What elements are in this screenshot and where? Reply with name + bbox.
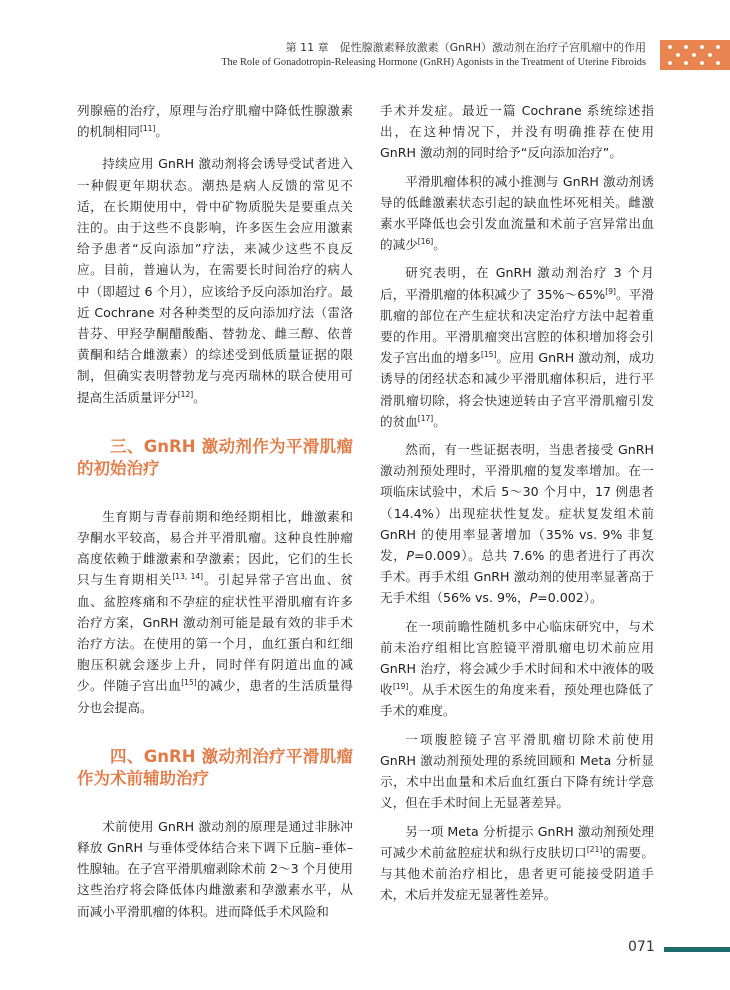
dot-decoration: [716, 61, 720, 65]
paragraph: 平滑肌瘤体积的减小推测与 GnRH 激动剂诱导的低雌激素状态引起的缺血性坏死相关。雌激素水平降低也会引发血流量和术前子宫异常出血的减少[16]。: [380, 173, 654, 253]
page-number: 071: [628, 939, 655, 955]
paragraph: 研究表明，在 GnRH 激动剂治疗 3 个月后，平滑肌瘤的体积减少了 35%～65%[9]。平滑肌瘤的部位在产生症状和决定治疗方法中起着重要的作用。平滑肌瘤突出宫腔的体积增加将会引发子宫出血的增多[15]。应用 GnRH 激动剂，成功诱导的闭经状态和减少平滑肌瘤体积后，进行平滑肌瘤切除，将会快速逆转由子宫平滑肌瘤引发的贫血[17]。: [380, 265, 655, 429]
citation: [13, 14]: [172, 572, 204, 582]
citation: [12]: [177, 389, 194, 399]
citation: [11]: [139, 124, 156, 134]
paragraph: 另一项 Meta 分析提示 GnRH 激动剂预处理可减少术前盆腔症状和纵行皮肤切口[21]的需要。与其他术前治疗相比，患者更可能接受阴道手术，术后并发症无显著性差异。: [380, 823, 654, 903]
paragraph: 一项腹腔镜子宫平滑肌瘤切除术前使用 GnRH 激动剂预处理的系统回顾和 Meta 分析显示，术中出血量和术后血红蛋白下降有统计学意义，但在手术时间上无显著差异。: [380, 731, 654, 811]
citation: [15]: [181, 678, 197, 688]
dot-decoration: [668, 61, 672, 65]
citation: [17]: [417, 413, 434, 423]
paragraph: 手术并发症。最近一篇 Cochrane 系统综述指出，在这种情况下，并没有明确推荐在使用 GnRH 激动剂的同时给予“反向添加治疗”。: [380, 103, 654, 161]
chapter-title-cn: 第 11 章 促性腺激素释放激素（GnRH）激动剂在治疗子宫肌瘤中的作用: [285, 41, 646, 54]
dot-decoration: [684, 61, 688, 65]
dot-decoration: [692, 53, 696, 57]
chapter-tab-decoration: [660, 40, 730, 70]
section-heading-3: 三、GnRH 激动剂作为平滑肌瘤的初始治疗: [77, 436, 353, 478]
paragraph: 列腺癌的治疗，原理与治疗肌瘤中降低性腺激素的机制相同[11]。: [77, 103, 353, 140]
dot-decoration: [684, 45, 688, 49]
citation: [21]: [586, 844, 603, 854]
dot-decoration: [700, 45, 704, 49]
section-heading-4: 四、GnRH 激动剂治疗平滑肌瘤作为术前辅助治疗: [77, 746, 353, 788]
paragraph: 术前使用 GnRH 激动剂的原理是通过非脉冲释放 GnRH 与垂体受体结合来下调下丘脑–垂体–性腺轴。在子宫平滑肌瘤剥除术前 2～3 个月使用这些治疗将会降低体内雌激素和孕激素水平，从而减小平滑肌瘤的体积。进而降低手术风险和: [77, 818, 353, 919]
paragraph: 生育期与青春前期和绝经期相比，雌激素和孕酮水平较高，易合并平滑肌瘤。这种良性肿瘤高度依赖于雌激素和孕激素；因此，它们的生长只与生育期相关[13, 14]。引起异常子宫出血、贫血、盆腔疼痛和不孕症的症状性平滑肌瘤有许多治疗方案，GnRH 激动剂可能是最有效的非手术治疗方法。在使用的第一个月，血红蛋白和红细胞压积就会逐步上升，同时伴有阴道出血的减少。伴随子宫出血[15]的减少，患者的生活质量得分也会提高。: [77, 508, 354, 715]
paragraph: 在一项前瞻性随机多中心临床研究中，与术前未治疗组相比宫腔镜平滑肌瘤电切术前应用 GnRH 治疗，将会减少手术时间和术中液体的吸收[19]。从手术医生的角度来看，预处理也降低了手术的难度。: [380, 618, 655, 719]
dot-decoration: [700, 61, 704, 65]
citation: [9]: [605, 286, 616, 296]
footer-bar-decoration: [664, 947, 730, 952]
citation: [16]: [417, 237, 434, 247]
chapter-title-en: The Role of Gonadotropin-Releasing Hormone (GnRH) Agonists in the Treatment of Uterine Fibroids: [221, 57, 646, 68]
dot-decoration: [716, 45, 720, 49]
citation: [19]: [392, 682, 409, 692]
right-column: [380, 100, 654, 905]
dot-decoration: [708, 53, 712, 57]
dot-decoration: [676, 53, 680, 57]
paragraph: 然而，有一些证据表明，当患者接受 GnRH 激动剂预处理时，平滑肌瘤的复发率增加。在一项临床试验中，术后 5～30 个月中，17 例患者（14.4%）出现症状性复发。症状复发组术前 GnRH 的使用率显著增加（35% vs. 9% 非复发，P=0.009）。总共 7.6% 的患者进行了再次手术。再手术组 GnRH 激动剂的使用率显著高于无手术组（56% vs. 9%，P=0.002）。: [380, 442, 655, 606]
dot-decoration: [668, 45, 672, 49]
left-column: [77, 100, 353, 922]
paragraph: 持续应用 GnRH 激动剂将会诱导受试者进入一种假更年期状态。潮热是病人反馈的常见不适，在长期使用中，骨中矿物质脱失是要重点关注的。由于这些不良影响，许多医生会应用激素给予患者“反向添加”疗法，来减少这些不良反应。目前，普遍认为，在需要长时间治疗的病人中（即超过 6 个月），应该给予反向添加治疗。最近 Cochrane 对各种类型的反向添加疗法（雷洛昔芬、甲羟孕酮醋酸酯、替勃龙、雌三醇、依普黄酮和结合雌激素）的综述受到低质量证据的限制，但确实表明替勃龙与亮丙瑞林的联合使用可提高生活质量评分[12]。: [77, 156, 353, 405]
citation: [15]: [480, 350, 497, 360]
